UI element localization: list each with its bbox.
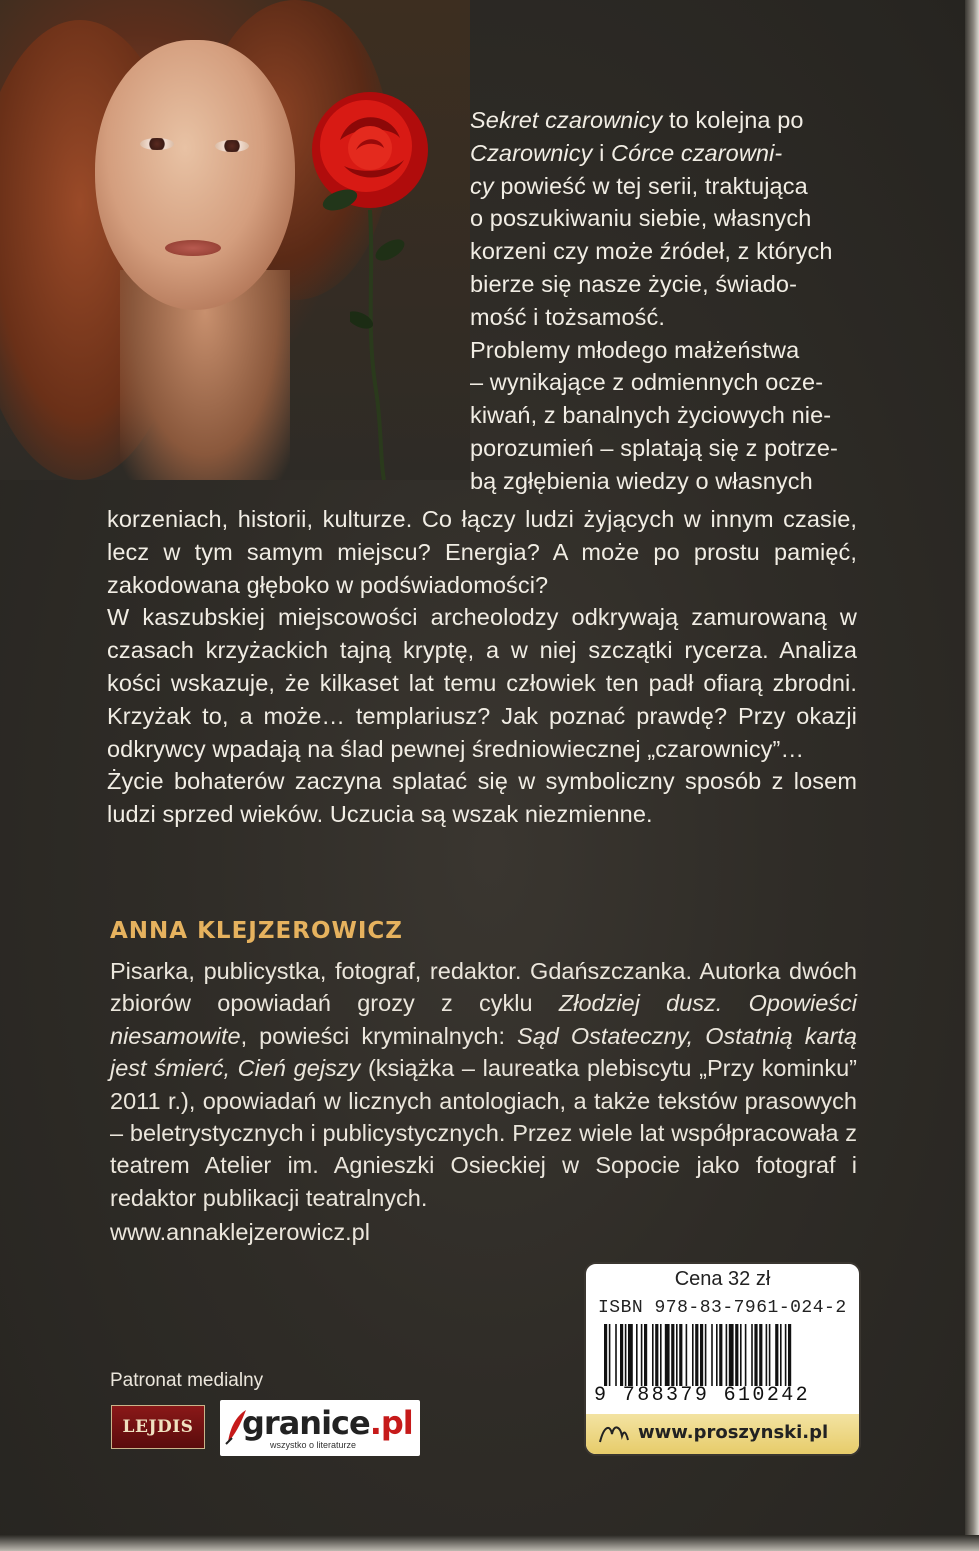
author-heading: ANNA KLEJZEROWICZ [110,918,403,944]
blurb-line: o poszukiwaniu siebie, własnych [470,205,812,232]
publisher-url-link[interactable]: www.proszynski.pl [638,1422,829,1443]
blurb-paragraph-1: korzeniach, historii, kulturze. Co łączy ludzi żyjących w innym czasie, lecz w tym samym miejscu? Energia? A może po prostu pamięć, zakodowana głęboko w podświadomości? [107,506,857,598]
blurb-line: porozumień – splatają się z potrze- [470,434,838,461]
author-bio [110,955,857,1214]
price-label: Cena 32 zł [674,1268,771,1290]
blurb-line: bą zgłębienia wiedzy o własnych [470,467,813,494]
red-rose-icon [300,80,440,220]
cover-edge-bottom [0,1535,979,1551]
portrait-lips [165,240,221,256]
blurb-intro [470,104,858,498]
cover-edge-right [965,0,979,1551]
blurb-paragraph-2: W kaszubskiej miejscowości archeolodzy odkrywają zamurowaną w czasach krzyżackich tajną kryptę, a w niej szczątki rycerza. Analiza kości wskazuje, że kilkaset lat temu człowiek ten padł ofiarą zbrodni. Krzyżak to, a może… templariusz? Jak poznać prawdę? Przy okazji odkrywcy wpadają na ślad pewnej średniowiecznej „czarownicy”… [107,604,857,762]
lejdis-logo-text: LEJDIS [122,1417,194,1437]
author-bio-text: Pisarka, publicystka, fotograf, redaktor. Gdańszczanka. Autorka dwóch zbiorów opowiadań grozy z cyklu Złodziej dusz. Opowieści niesamowite, powieści kryminalnych: Sąd Ostateczny, Ostatnią kartą jest śmierć, Cień gejszy (książka – laureatka plebiscytu „Przy kominku” 2011 r.), opowiadań w licznych antologiach, a także tekstów prasowych – beletrystycznych i publicystycznych. Przez wiele lat współpracowała z teatrem Atelier im. Agnieszki Osieckiej w Sopocie jako fotograf i redaktor publikacji teatralnych. [110,958,858,1211]
blurb-line: Sekret czarownicy to kolejna po [470,107,804,133]
media-patronage-label: Patronat medialny [110,1370,264,1391]
publisher-bar [586,1414,859,1454]
blurb-line: korzeni czy może źródeł, z których [470,238,833,265]
blurb-line: mość i tożsamość. [470,303,665,330]
blurb-line: kiwań, z banalnych życiowych nie- [470,402,832,429]
blurb-continued [107,503,857,831]
blurb-line: bierze się nasze życie, świado- [470,270,798,297]
isbn-barcode-icon [604,1324,844,1386]
author-website-link[interactable]: www.annaklejzerowicz.pl [110,1219,370,1245]
granice-logo-text: granice.pl [242,1404,413,1442]
blurb-line: – wynikające z odmiennych ocze- [470,369,824,396]
portrait-face [95,40,295,310]
blurb-line: cy powieść w tej serii, traktująca [470,172,808,199]
portrait-eye-right [215,140,249,152]
barcode-digits: 9 788379 610242 [594,1384,811,1407]
publisher-logo-icon [596,1420,630,1448]
isbn-label: ISBN 978-83-7961-024-2 [598,1298,847,1318]
blurb-line: Problemy młodego małżeństwa [470,336,800,363]
price-isbn-box [584,1262,861,1456]
granice-logo[interactable] [220,1400,420,1456]
portrait-eye-left [140,138,174,150]
lejdis-logo[interactable] [111,1405,205,1449]
blurb-line: Czarownicy i Córce czarowni- [470,139,783,166]
rose-stem-icon [350,210,410,480]
blurb-paragraph-3: Życie bohaterów zaczyna splatać się w symboliczny sposób z losem ludzi sprzed wieków. Uczucia są wszak niezmienne. [107,768,857,828]
granice-logo-tagline: wszystko o literaturze [270,1440,357,1450]
